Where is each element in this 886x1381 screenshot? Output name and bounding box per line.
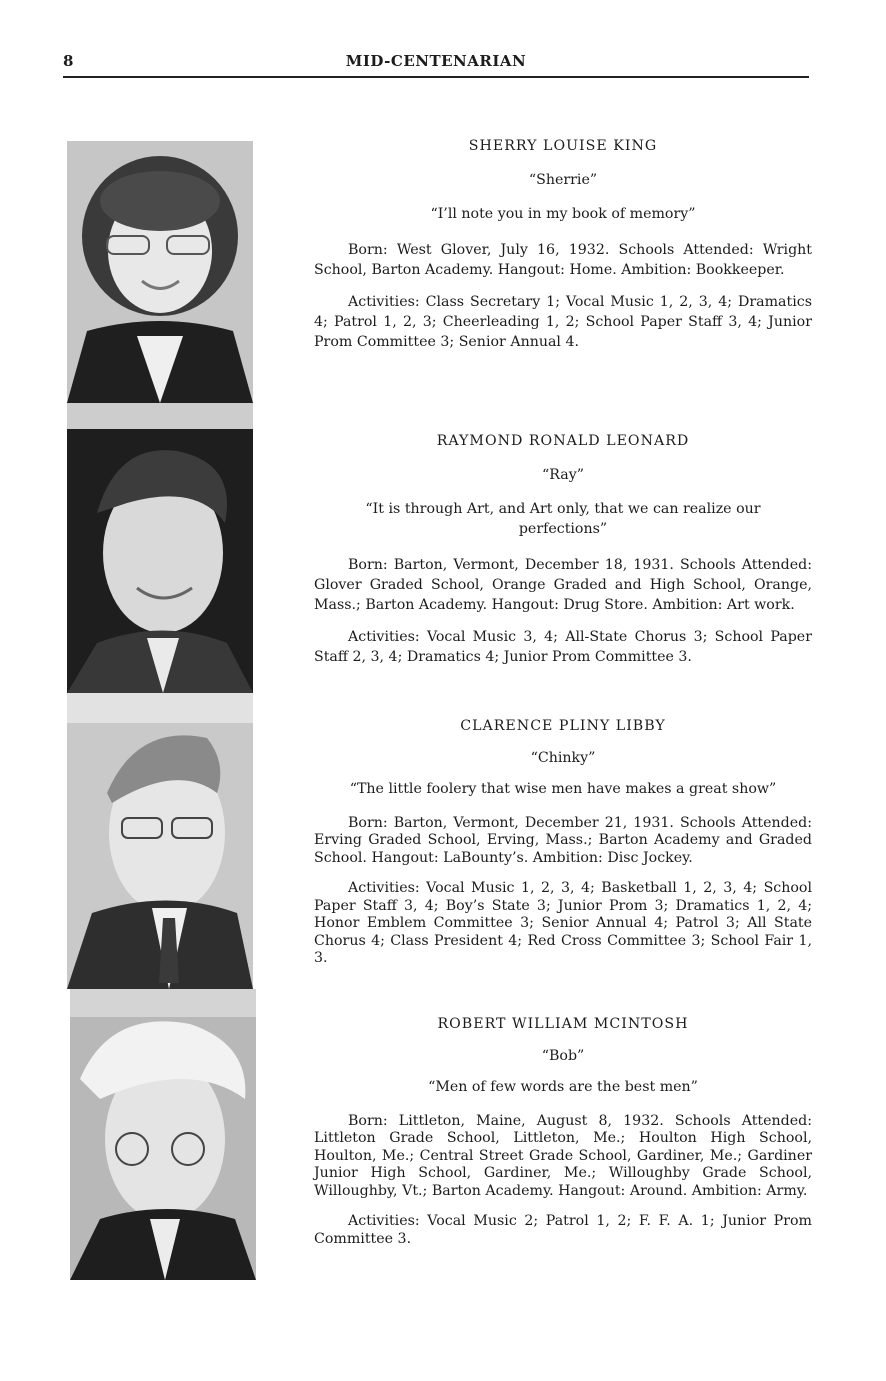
senior-quote: “Men of few words are the best men” <box>428 1079 698 1095</box>
running-title: MID-CENTENARIAN <box>345 52 527 70</box>
senior-born: Born: West Glover, July 16, 1932. Schools Attended: Wright School, Barton Academy. Hangout: Home. Ambition: Bookkeeper. <box>314 242 812 278</box>
senior-nickname: “Ray” <box>542 467 584 483</box>
portrait-photo-sherry-king <box>67 141 253 403</box>
senior-activities: Activities: Class Secretary 1; Vocal Music 1, 2, 3, 4; Dramatics 4; Patrol 1, 2, 3; Cheerleading 1, 2; School Paper Staff 3, 4; Junior Prom Committee 3; Senior Annual 4. <box>314 294 812 350</box>
senior-nickname: “Chinky” <box>530 749 596 766</box>
senior-name: SHERRY LOUISE KING <box>468 138 658 154</box>
page-header <box>63 50 809 78</box>
senior-nickname: “Sherrie” <box>528 172 598 188</box>
senior-activities: Activities: Vocal Music 1, 2, 3, 4; Basketball 1, 2, 3, 4; School Paper Staff 3, 4; Boy’s State 3; Junior Prom 3; Dramatics 1, 2, 4; Honor Emblem Committee 3; Senior Annual 4; Patrol 3; All State Chorus 4; Class President 4; Red Cross Committee 3; School Fair 1, 3. <box>314 880 812 966</box>
page-number: 8 <box>63 52 74 70</box>
senior-born: Born: Barton, Vermont, December 21, 1931. Schools Attended: Erving Graded School, Erving, Mass.; Barton Academy and Graded School. Hangout: LaBounty’s. Ambition: Disc Jockey. <box>314 814 812 866</box>
senior-name: RAYMOND RONALD LEONARD <box>436 433 690 449</box>
senior-name: ROBERT WILLIAM MCINTOSH <box>437 1016 689 1032</box>
senior-born: Born: Littleton, Maine, August 8, 1932. Schools Attended: Littleton Grade School, Littleton, Me.; Houlton High School, Houlton, Me.; Central Street Grade School, Gardiner, Me.; Gardiner Junior High School, Gardiner, Me.; Willoughby Grade School, Willoughby, Vt.; Barton Academy. Hangout: Around. Ambition: Army. <box>314 1112 812 1199</box>
senior-born: Born: Barton, Vermont, December 18, 1931. Schools Attended: Glover Graded School, Orange Graded and High School, Orange, Mass.; Barton Academy. Hangout: Drug Store. Ambition: Art work. <box>314 557 812 613</box>
senior-entry-robert-mcintosh <box>314 1016 812 1261</box>
senior-name: CLARENCE PLINY LIBBY <box>460 718 666 734</box>
senior-entry-raymond-leonard <box>314 431 812 679</box>
senior-nickname: “Bob” <box>541 1047 585 1064</box>
senior-activities: Activities: Vocal Music 2; Patrol 1, 2; F. F. A. 1; Junior Prom Committee 3. <box>314 1213 812 1247</box>
senior-entry-clarence-libby <box>314 718 812 981</box>
portrait-photo-robert-mcintosh <box>70 989 256 1280</box>
senior-entry-sherry-king <box>314 136 812 364</box>
senior-activities: Activities: Vocal Music 3, 4; All-State Chorus 3; School Paper Staff 2, 3, 4; Dramatics 4; Junior Prom Committee 3. <box>314 629 812 665</box>
portrait-photo-clarence-libby <box>67 693 253 989</box>
senior-quote: “I’ll note you in my book of memory” <box>430 206 696 222</box>
portrait-photo-raymond-leonard <box>67 403 253 693</box>
senior-quote: “It is through Art, and Art only, that we can realize our perfections” <box>365 501 761 537</box>
senior-quote: “The little foolery that wise men have makes a great show” <box>349 781 777 797</box>
